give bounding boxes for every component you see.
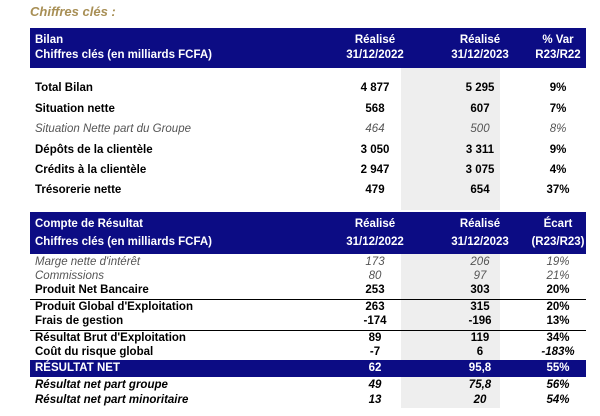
bilan-col-2023-date: 31/12/2023 (451, 49, 509, 61)
resultat-header (30, 212, 586, 254)
resultat-header-label: Compte de Résultat (35, 218, 143, 230)
bilan-col-2023: Réalisé (459, 34, 501, 46)
resultat-header-sublabel: Chiffres clés (en milliards FCFA) (35, 236, 213, 248)
bilan-col-2022-date: 31/12/2022 (346, 49, 404, 61)
resultat-col-2023: Réalisé (459, 218, 501, 230)
bilan-col-var-sub: R23/R22 (535, 49, 581, 61)
bilan-col-var: % Var (542, 34, 574, 46)
resultat-col-ecart-sub: (R23/R23) (531, 236, 585, 248)
resultat-col-2023-date: 31/12/2023 (451, 236, 509, 248)
bilan-header (30, 28, 586, 68)
bilan-col-2022: Réalisé (354, 34, 396, 46)
row-divider (30, 330, 586, 331)
bilan-header-label: Bilan (35, 34, 64, 46)
resultat-net-row: RÉSULTAT NET 62 95,8 55% (30, 360, 586, 377)
resultat-col-2022: Réalisé (354, 218, 396, 230)
resultat-col-ecart: Écart (543, 218, 573, 230)
bilan-header-sublabel: Chiffres clés (en milliards FCFA) (35, 49, 213, 61)
row-divider (30, 299, 586, 300)
section-title: Chiffres clés : (30, 4, 116, 19)
resultat-col-2022-date: 31/12/2022 (346, 236, 404, 248)
